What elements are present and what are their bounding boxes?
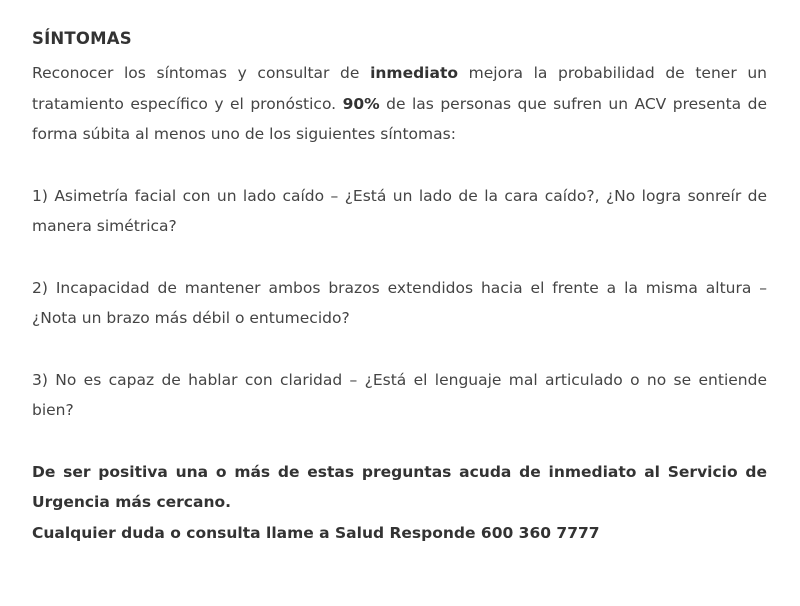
spacer [32, 426, 767, 457]
closing-instruction: De ser positiva una o más de estas preguntas acuda de inmediato al Servicio de Urgencia más cercano. [32, 462, 767, 511]
symptom-item-2: 2) Incapacidad de mantener ambos brazos extendidos hacia el frente a la misma altura – ¿Nota un brazo más débil o entumecido? [32, 278, 767, 327]
closing-contact: Cualquier duda o consulta llame a Salud Responde 600 360 7777 [32, 523, 600, 542]
intro-text-2: mejora la probabilidad de tener un tratamiento específico y el pronóstico. [32, 64, 767, 113]
intro-text-1: Reconocer los síntomas y consultar de [32, 64, 371, 82]
spacer [32, 242, 767, 273]
intro-emphasis-inmediato: inmediato [370, 64, 459, 82]
intro-paragraph [32, 58, 767, 150]
spacer [32, 150, 767, 181]
intro-text-3: de las personas que sufren un ACV presenta de forma súbita al menos uno de los siguientes síntomas: [32, 94, 767, 143]
symptom-item-1: 1) Asimetría facial con un lado caído – ¿Está un lado de la cara caído?, ¿No logra sonreír de manera simétrica? [32, 186, 767, 235]
symptom-item-3: 3) No es capaz de hablar con claridad – ¿Está el lenguaje mal articulado o no se entiende bien? [32, 370, 767, 419]
intro-emphasis-percentage: 90% [342, 94, 380, 113]
section-heading: SÍNTOMAS [32, 29, 132, 48]
article-body [32, 26, 767, 548]
spacer [32, 334, 767, 365]
